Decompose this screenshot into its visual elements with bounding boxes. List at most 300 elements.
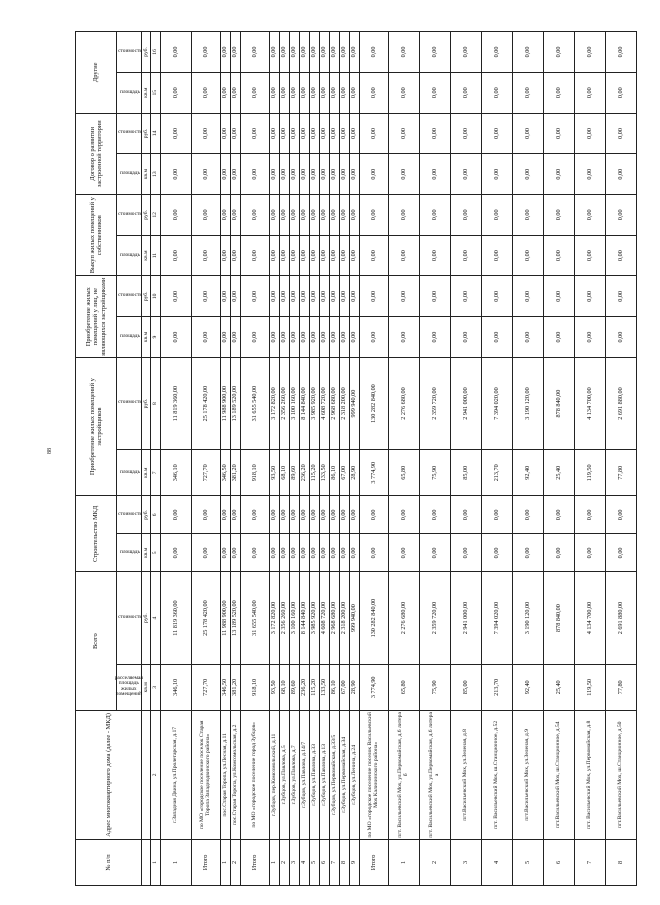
table-cell: 0,00 xyxy=(270,113,280,154)
table-cell: 0,00 xyxy=(221,534,231,572)
table-cell: 0,00 xyxy=(300,276,310,317)
row-number: 2 xyxy=(420,839,451,885)
table-cell: 0,00 xyxy=(420,113,451,154)
table-cell: 93,50 xyxy=(270,664,280,710)
column-number: 10 xyxy=(151,276,161,317)
table-cell: 2 968 680,00 xyxy=(330,357,340,449)
table-cell: 2 356 260,00 xyxy=(280,357,290,449)
table-cell: 0,00 xyxy=(606,496,637,534)
table-row xyxy=(300,32,310,886)
table-cell: 878 840,00 xyxy=(544,357,575,449)
header-buyout: Выкуп жилых помещений у собственников xyxy=(76,195,117,276)
table-cell: 0,00 xyxy=(544,154,575,195)
header-no: № п/п xyxy=(76,839,142,885)
column-number: 13 xyxy=(151,154,161,195)
table-cell: 0,00 xyxy=(270,195,280,236)
table-cell: 13 189 520,00 xyxy=(231,357,241,449)
sub-resettled-area: расселяемая площадь жилых помещений xyxy=(117,664,142,710)
table-cell: 0,00 xyxy=(310,113,320,154)
table-cell: 0,00 xyxy=(451,496,482,534)
table-cell: 0,00 xyxy=(192,534,221,572)
table-cell: 0,00 xyxy=(389,195,420,236)
table-cell: 0,00 xyxy=(320,72,330,113)
table-cell: 381,20 xyxy=(231,664,241,710)
table-cell: 346,10 xyxy=(161,664,192,710)
table-cell: 75,90 xyxy=(420,450,451,496)
table-cell: 0,00 xyxy=(270,154,280,195)
table-cell: 0,00 xyxy=(161,154,192,195)
sub-cost: стоимость xyxy=(117,32,142,73)
table-cell: 0,00 xyxy=(544,195,575,236)
table-cell: 0,00 xyxy=(270,496,280,534)
table-cell: 119,50 xyxy=(575,450,606,496)
table-cell: 0,00 xyxy=(350,113,360,154)
unit-cell: кв.м xyxy=(142,450,151,496)
table-cell: 11 988 900,00 xyxy=(221,572,231,664)
table-cell: 2 356 260,00 xyxy=(280,572,290,664)
sub-cost: стоимость xyxy=(117,113,142,154)
table-cell: 0,00 xyxy=(192,154,221,195)
table-cell: 0,00 xyxy=(270,317,280,358)
table-cell: 0,00 xyxy=(420,496,451,534)
table-cell: 0,00 xyxy=(350,235,360,276)
table-cell: 65,80 xyxy=(389,450,420,496)
table-cell: 2 941 000,00 xyxy=(451,357,482,449)
table-cell: 0,00 xyxy=(389,317,420,358)
table-cell: 0,00 xyxy=(389,32,420,73)
row-address: г.Зубцов, ул.Павлова, д.33 xyxy=(310,710,320,839)
table-cell: 0,00 xyxy=(231,154,241,195)
table-cell: 0,00 xyxy=(482,154,513,195)
table-row xyxy=(451,32,482,886)
table-cell: 25,40 xyxy=(544,664,575,710)
sub-cost: стоимость xyxy=(117,276,142,317)
table-cell: 0,00 xyxy=(221,113,231,154)
row-address: г.Зубцов, ул.Павлова, д.13 xyxy=(320,710,330,839)
table-cell: 133,50 xyxy=(320,664,330,710)
table-cell: 7 394 020,00 xyxy=(482,357,513,449)
table-cell: 0,00 xyxy=(231,195,241,236)
table-cell: 3 774,90 xyxy=(360,450,389,496)
unit-cell: кв.м xyxy=(142,664,151,710)
table-cell: 0,00 xyxy=(310,235,320,276)
table-cell: 0,00 xyxy=(606,72,637,113)
header-contract: Договор о развитии застроенной территории xyxy=(76,113,117,194)
table-cell: 0,00 xyxy=(280,154,290,195)
unit-cell: кв.м xyxy=(142,154,151,195)
table-cell: 0,00 xyxy=(482,496,513,534)
page-number: 88 xyxy=(47,448,53,454)
table-cell: 92,40 xyxy=(513,450,544,496)
table-cell: 3 172 820,00 xyxy=(270,357,280,449)
table-cell: 0,00 xyxy=(161,113,192,154)
table-cell: 0,00 xyxy=(420,276,451,317)
table-cell: 130 282 840,00 xyxy=(360,357,389,449)
table-row xyxy=(330,32,340,886)
table-cell: 0,00 xyxy=(575,235,606,276)
table-cell: 0,00 xyxy=(310,496,320,534)
units-row xyxy=(142,32,151,886)
table-cell: 0,00 xyxy=(330,32,340,73)
table-cell: 0,00 xyxy=(544,32,575,73)
table-cell: 89,60 xyxy=(290,450,300,496)
table-cell: 0,00 xyxy=(192,195,221,236)
row-address: г.Зубцов, ул.Павлова, д.5 xyxy=(280,710,290,839)
table-cell: 0,00 xyxy=(270,32,280,73)
table-cell: 0,00 xyxy=(513,534,544,572)
table-cell: 3 985 920,00 xyxy=(310,357,320,449)
table-cell: 0,00 xyxy=(350,317,360,358)
row-number: 3 xyxy=(290,839,300,885)
table-cell: 2 968 680,00 xyxy=(330,572,340,664)
row-number: 2 xyxy=(231,839,241,885)
table-cell: 0,00 xyxy=(513,32,544,73)
table-cell: 918,10 xyxy=(241,664,270,710)
row-address: г.Западная Двина, ул.Пролетарская, д.17 xyxy=(161,710,192,839)
table-cell: 0,00 xyxy=(310,154,320,195)
table-cell: 727,70 xyxy=(192,450,221,496)
table-cell: 75,90 xyxy=(420,664,451,710)
table-cell: 0,00 xyxy=(360,317,389,358)
table-cell: 0,00 xyxy=(330,195,340,236)
table-cell: 0,00 xyxy=(280,534,290,572)
row-address: пос.Старая Торопа, ул.Лесная, д.11 xyxy=(221,710,231,839)
sub-area: площадь xyxy=(117,235,142,276)
table-cell: 0,00 xyxy=(320,496,330,534)
column-number: 5 xyxy=(151,534,161,572)
table-cell: 0,00 xyxy=(482,32,513,73)
table-cell: 0,00 xyxy=(340,496,350,534)
table-cell: 0,00 xyxy=(290,32,300,73)
table-cell: 28,90 xyxy=(350,664,360,710)
table-cell: 0,00 xyxy=(310,276,320,317)
table-row xyxy=(280,32,290,886)
row-address: по МО «городское поселение город Зубцов» xyxy=(241,710,270,839)
table-cell: 0,00 xyxy=(280,496,290,534)
table-cell: 0,00 xyxy=(241,496,270,534)
column-number: 4 xyxy=(151,572,161,664)
table-cell: 4 134 700,00 xyxy=(575,357,606,449)
row-number: 8 xyxy=(340,839,350,885)
table-cell: 0,00 xyxy=(350,72,360,113)
table-cell: 0,00 xyxy=(544,72,575,113)
table-cell: 0,00 xyxy=(451,72,482,113)
header-purchase-nondev: Приобретение жилых помещений у лиц, не являющихся застройщиками xyxy=(76,276,117,357)
table-cell: 0,00 xyxy=(161,317,192,358)
table-cell: 0,00 xyxy=(451,235,482,276)
table-cell: 0,00 xyxy=(280,235,290,276)
row-number: 5 xyxy=(310,839,320,885)
row-address: пгт.Васильевский Мох, ул.Зеленая, д.9 xyxy=(513,710,544,839)
table-cell: 0,00 xyxy=(482,317,513,358)
table-cell: 0,00 xyxy=(350,534,360,572)
table-cell: 0,00 xyxy=(513,154,544,195)
table-cell: 0,00 xyxy=(241,534,270,572)
table-cell: 0,00 xyxy=(161,195,192,236)
table-cell: 0,00 xyxy=(241,154,270,195)
table-cell: 0,00 xyxy=(420,195,451,236)
column-number: 16 xyxy=(151,32,161,73)
sub-area: площадь xyxy=(117,534,142,572)
table-subtotal-row xyxy=(360,32,389,886)
row-address: г.Зубцов, ул.Первомайская, д.34 xyxy=(340,710,350,839)
table-cell: 0,00 xyxy=(606,154,637,195)
table-cell: 0,00 xyxy=(221,235,231,276)
table-cell: 0,00 xyxy=(575,317,606,358)
table-cell: 0,00 xyxy=(290,154,300,195)
table-cell: 0,00 xyxy=(420,32,451,73)
row-number: 8 xyxy=(606,839,637,885)
table-cell: 0,00 xyxy=(231,276,241,317)
table-cell: 0,00 xyxy=(231,534,241,572)
table-cell: 86,10 xyxy=(330,450,340,496)
row-address: г.Зубцов, ул.Павлова, д.7 xyxy=(290,710,300,839)
table-cell: 213,70 xyxy=(482,664,513,710)
column-number: 6 xyxy=(151,496,161,534)
row-address: г.Зубцов, ул.Павлова, д.14/7 xyxy=(300,710,310,839)
row-number: 7 xyxy=(575,839,606,885)
table-cell: 2 359 720,00 xyxy=(420,572,451,664)
table-cell: 4 608 720,00 xyxy=(320,572,330,664)
table-cell: 0,00 xyxy=(161,32,192,73)
table-cell: 11 819 360,00 xyxy=(161,357,192,449)
table-row xyxy=(310,32,320,886)
table-cell: 0,00 xyxy=(161,72,192,113)
table-row xyxy=(320,32,330,886)
table-cell: 0,00 xyxy=(221,195,231,236)
table-cell: 0,00 xyxy=(360,235,389,276)
table-cell: 2 318 200,00 xyxy=(340,572,350,664)
table-cell: 11 819 360,00 xyxy=(161,572,192,664)
sub-cost: стоимость xyxy=(117,572,142,664)
table-cell: 93,50 xyxy=(270,450,280,496)
table-row xyxy=(513,32,544,886)
table-cell: 0,00 xyxy=(221,276,231,317)
table-cell: 4 134 700,00 xyxy=(575,572,606,664)
table-cell: 0,00 xyxy=(300,534,310,572)
table-cell: 0,00 xyxy=(300,113,310,154)
table-cell: 236,20 xyxy=(300,664,310,710)
table-cell: 0,00 xyxy=(389,72,420,113)
table-cell: 0,00 xyxy=(330,72,340,113)
table-cell: 3 190 120,00 xyxy=(513,357,544,449)
table-cell: 0,00 xyxy=(290,113,300,154)
table-cell: 0,00 xyxy=(350,195,360,236)
table-cell: 0,00 xyxy=(330,113,340,154)
table-cell: 0,00 xyxy=(360,534,389,572)
table-cell: 3 100 160,00 xyxy=(290,572,300,664)
table-cell: 0,00 xyxy=(320,32,330,73)
table-cell: 0,00 xyxy=(389,276,420,317)
table-cell: 0,00 xyxy=(300,195,310,236)
table-cell: 0,00 xyxy=(482,235,513,276)
table-cell: 0,00 xyxy=(340,276,350,317)
unit-cell: руб. xyxy=(142,496,151,534)
column-number: 9 xyxy=(151,317,161,358)
table-cell: 0,00 xyxy=(280,276,290,317)
table-cell: 0,00 xyxy=(420,72,451,113)
table-cell: 0,00 xyxy=(241,195,270,236)
row-number: Итого xyxy=(360,839,389,885)
table-cell: 0,00 xyxy=(221,317,231,358)
table-cell: 346,50 xyxy=(221,664,231,710)
sub-cost: стоимость xyxy=(117,496,142,534)
table-cell: 0,00 xyxy=(389,113,420,154)
table-cell: 115,20 xyxy=(310,450,320,496)
table-cell: 0,00 xyxy=(290,317,300,358)
table-cell: 77,80 xyxy=(606,450,637,496)
table-cell: 0,00 xyxy=(290,235,300,276)
table-cell: 25 178 420,00 xyxy=(192,357,221,449)
table-cell: 0,00 xyxy=(290,195,300,236)
column-number: 1 xyxy=(151,839,161,885)
row-address: пгт. Васильевский Мох, ш.Станционное, д.52 xyxy=(482,710,513,839)
table-cell: 3 190 120,00 xyxy=(513,572,544,664)
table-cell: 0,00 xyxy=(231,496,241,534)
table-cell: 0,00 xyxy=(544,276,575,317)
table-cell: 0,00 xyxy=(513,113,544,154)
table-cell: 0,00 xyxy=(513,276,544,317)
table-cell: 999 940,00 xyxy=(350,357,360,449)
table-cell: 0,00 xyxy=(420,317,451,358)
table-cell: 0,00 xyxy=(389,154,420,195)
table-cell: 0,00 xyxy=(420,534,451,572)
table-cell: 0,00 xyxy=(241,276,270,317)
table-cell: 0,00 xyxy=(544,317,575,358)
table-cell: 0,00 xyxy=(300,235,310,276)
table-cell: 0,00 xyxy=(340,195,350,236)
table-cell: 0,00 xyxy=(606,276,637,317)
table-cell: 0,00 xyxy=(606,195,637,236)
table-cell: 0,00 xyxy=(360,32,389,73)
table-cell: 0,00 xyxy=(320,534,330,572)
header-address: Адрес многоквартирного дома (далее - МКД) xyxy=(76,710,142,839)
table-cell: 2 941 000,00 xyxy=(451,572,482,664)
table-row xyxy=(544,32,575,886)
table-cell: 2 691 880,00 xyxy=(606,357,637,449)
table-cell: 7 394 020,00 xyxy=(482,572,513,664)
table-cell: 0,00 xyxy=(231,317,241,358)
table-cell: 0,00 xyxy=(544,496,575,534)
table-cell: 0,00 xyxy=(192,496,221,534)
table-cell: 0,00 xyxy=(270,235,280,276)
table-cell: 0,00 xyxy=(340,154,350,195)
table-cell: 0,00 xyxy=(290,496,300,534)
table-cell: 0,00 xyxy=(544,113,575,154)
resettlement-table xyxy=(75,31,637,886)
table-cell: 0,00 xyxy=(270,534,280,572)
table-cell: 0,00 xyxy=(330,534,340,572)
table-cell: 0,00 xyxy=(513,235,544,276)
table-cell: 0,00 xyxy=(280,317,290,358)
table-cell: 0,00 xyxy=(300,154,310,195)
table-cell: 0,00 xyxy=(231,32,241,73)
table-cell: 0,00 xyxy=(270,276,280,317)
table-cell: 92,40 xyxy=(513,664,544,710)
row-number: 6 xyxy=(544,839,575,885)
table-cell: 0,00 xyxy=(330,496,340,534)
table-cell: 0,00 xyxy=(310,72,320,113)
table-cell: 0,00 xyxy=(350,496,360,534)
table-cell: 25,40 xyxy=(544,450,575,496)
table-cell: 0,00 xyxy=(192,276,221,317)
row-number: 1 xyxy=(221,839,231,885)
table-cell: 0,00 xyxy=(221,72,231,113)
table-cell: 0,00 xyxy=(606,113,637,154)
column-number: 11 xyxy=(151,235,161,276)
table-cell: 0,00 xyxy=(192,32,221,73)
unit-cell: кв.м xyxy=(142,72,151,113)
row-address: г.Зубцов, ул.Первомайская, д.33/5 xyxy=(330,710,340,839)
table-cell: 119,50 xyxy=(575,664,606,710)
table-cell: 0,00 xyxy=(330,317,340,358)
table-cell: 0,00 xyxy=(360,195,389,236)
table-cell: 727,70 xyxy=(192,664,221,710)
row-address: по МО «городское поселение поселок Старая Торопа Западнодвинского района» xyxy=(192,710,221,839)
table-cell: 4 608 720,00 xyxy=(320,357,330,449)
table-cell: 0,00 xyxy=(451,195,482,236)
table-cell: 3 172 820,00 xyxy=(270,572,280,664)
table-cell: 0,00 xyxy=(290,276,300,317)
table-cell: 0,00 xyxy=(606,317,637,358)
table-cell: 2 359 720,00 xyxy=(420,357,451,449)
table-cell: 0,00 xyxy=(451,32,482,73)
table-cell: 0,00 xyxy=(300,496,310,534)
table-cell: 346,50 xyxy=(221,450,231,496)
table-cell: 0,00 xyxy=(161,496,192,534)
unit-cell: руб. xyxy=(142,113,151,154)
table-cell: 89,60 xyxy=(290,664,300,710)
table-cell: 0,00 xyxy=(280,195,290,236)
table-cell: 0,00 xyxy=(482,72,513,113)
table-cell: 0,00 xyxy=(310,32,320,73)
sub-cost: стоимость xyxy=(117,195,142,236)
table-cell: 0,00 xyxy=(330,276,340,317)
table-cell: 0,00 xyxy=(270,72,280,113)
table-cell: 0,00 xyxy=(241,317,270,358)
table-cell: 0,00 xyxy=(420,235,451,276)
table-cell: 0,00 xyxy=(192,235,221,276)
row-number: 5 xyxy=(513,839,544,885)
table-cell: 0,00 xyxy=(575,72,606,113)
row-address: пгт. Васильевский Мох, ул.Первомайская, д.6 литера б xyxy=(389,710,420,839)
table-cell: 0,00 xyxy=(241,235,270,276)
table-cell: 0,00 xyxy=(340,72,350,113)
table-subtotal-row xyxy=(241,32,270,886)
table-cell: 28,90 xyxy=(350,450,360,496)
table-cell: 2 318 200,00 xyxy=(340,357,350,449)
table-cell: 878 840,00 xyxy=(544,572,575,664)
table-cell: 31 655 540,00 xyxy=(241,572,270,664)
column-number: 3 xyxy=(151,664,161,710)
table-cell: 0,00 xyxy=(241,32,270,73)
unit-cell: кв.м xyxy=(142,235,151,276)
table-cell: 0,00 xyxy=(231,113,241,154)
table-cell: 3 985 920,00 xyxy=(310,572,320,664)
table-cell: 0,00 xyxy=(340,317,350,358)
table-row xyxy=(350,32,360,886)
sub-area: площадь xyxy=(117,450,142,496)
table-cell: 0,00 xyxy=(451,113,482,154)
table-cell: 0,00 xyxy=(320,195,330,236)
table-cell: 0,00 xyxy=(280,72,290,113)
table-cell: 2 276 680,00 xyxy=(389,357,420,449)
table-cell: 0,00 xyxy=(575,32,606,73)
table-cell: 2 691 880,00 xyxy=(606,572,637,664)
table-subtotal-row xyxy=(192,32,221,886)
table-cell: 0,00 xyxy=(340,235,350,276)
row-address: г.Зубцов, ул.Ленина, д.24 xyxy=(350,710,360,839)
